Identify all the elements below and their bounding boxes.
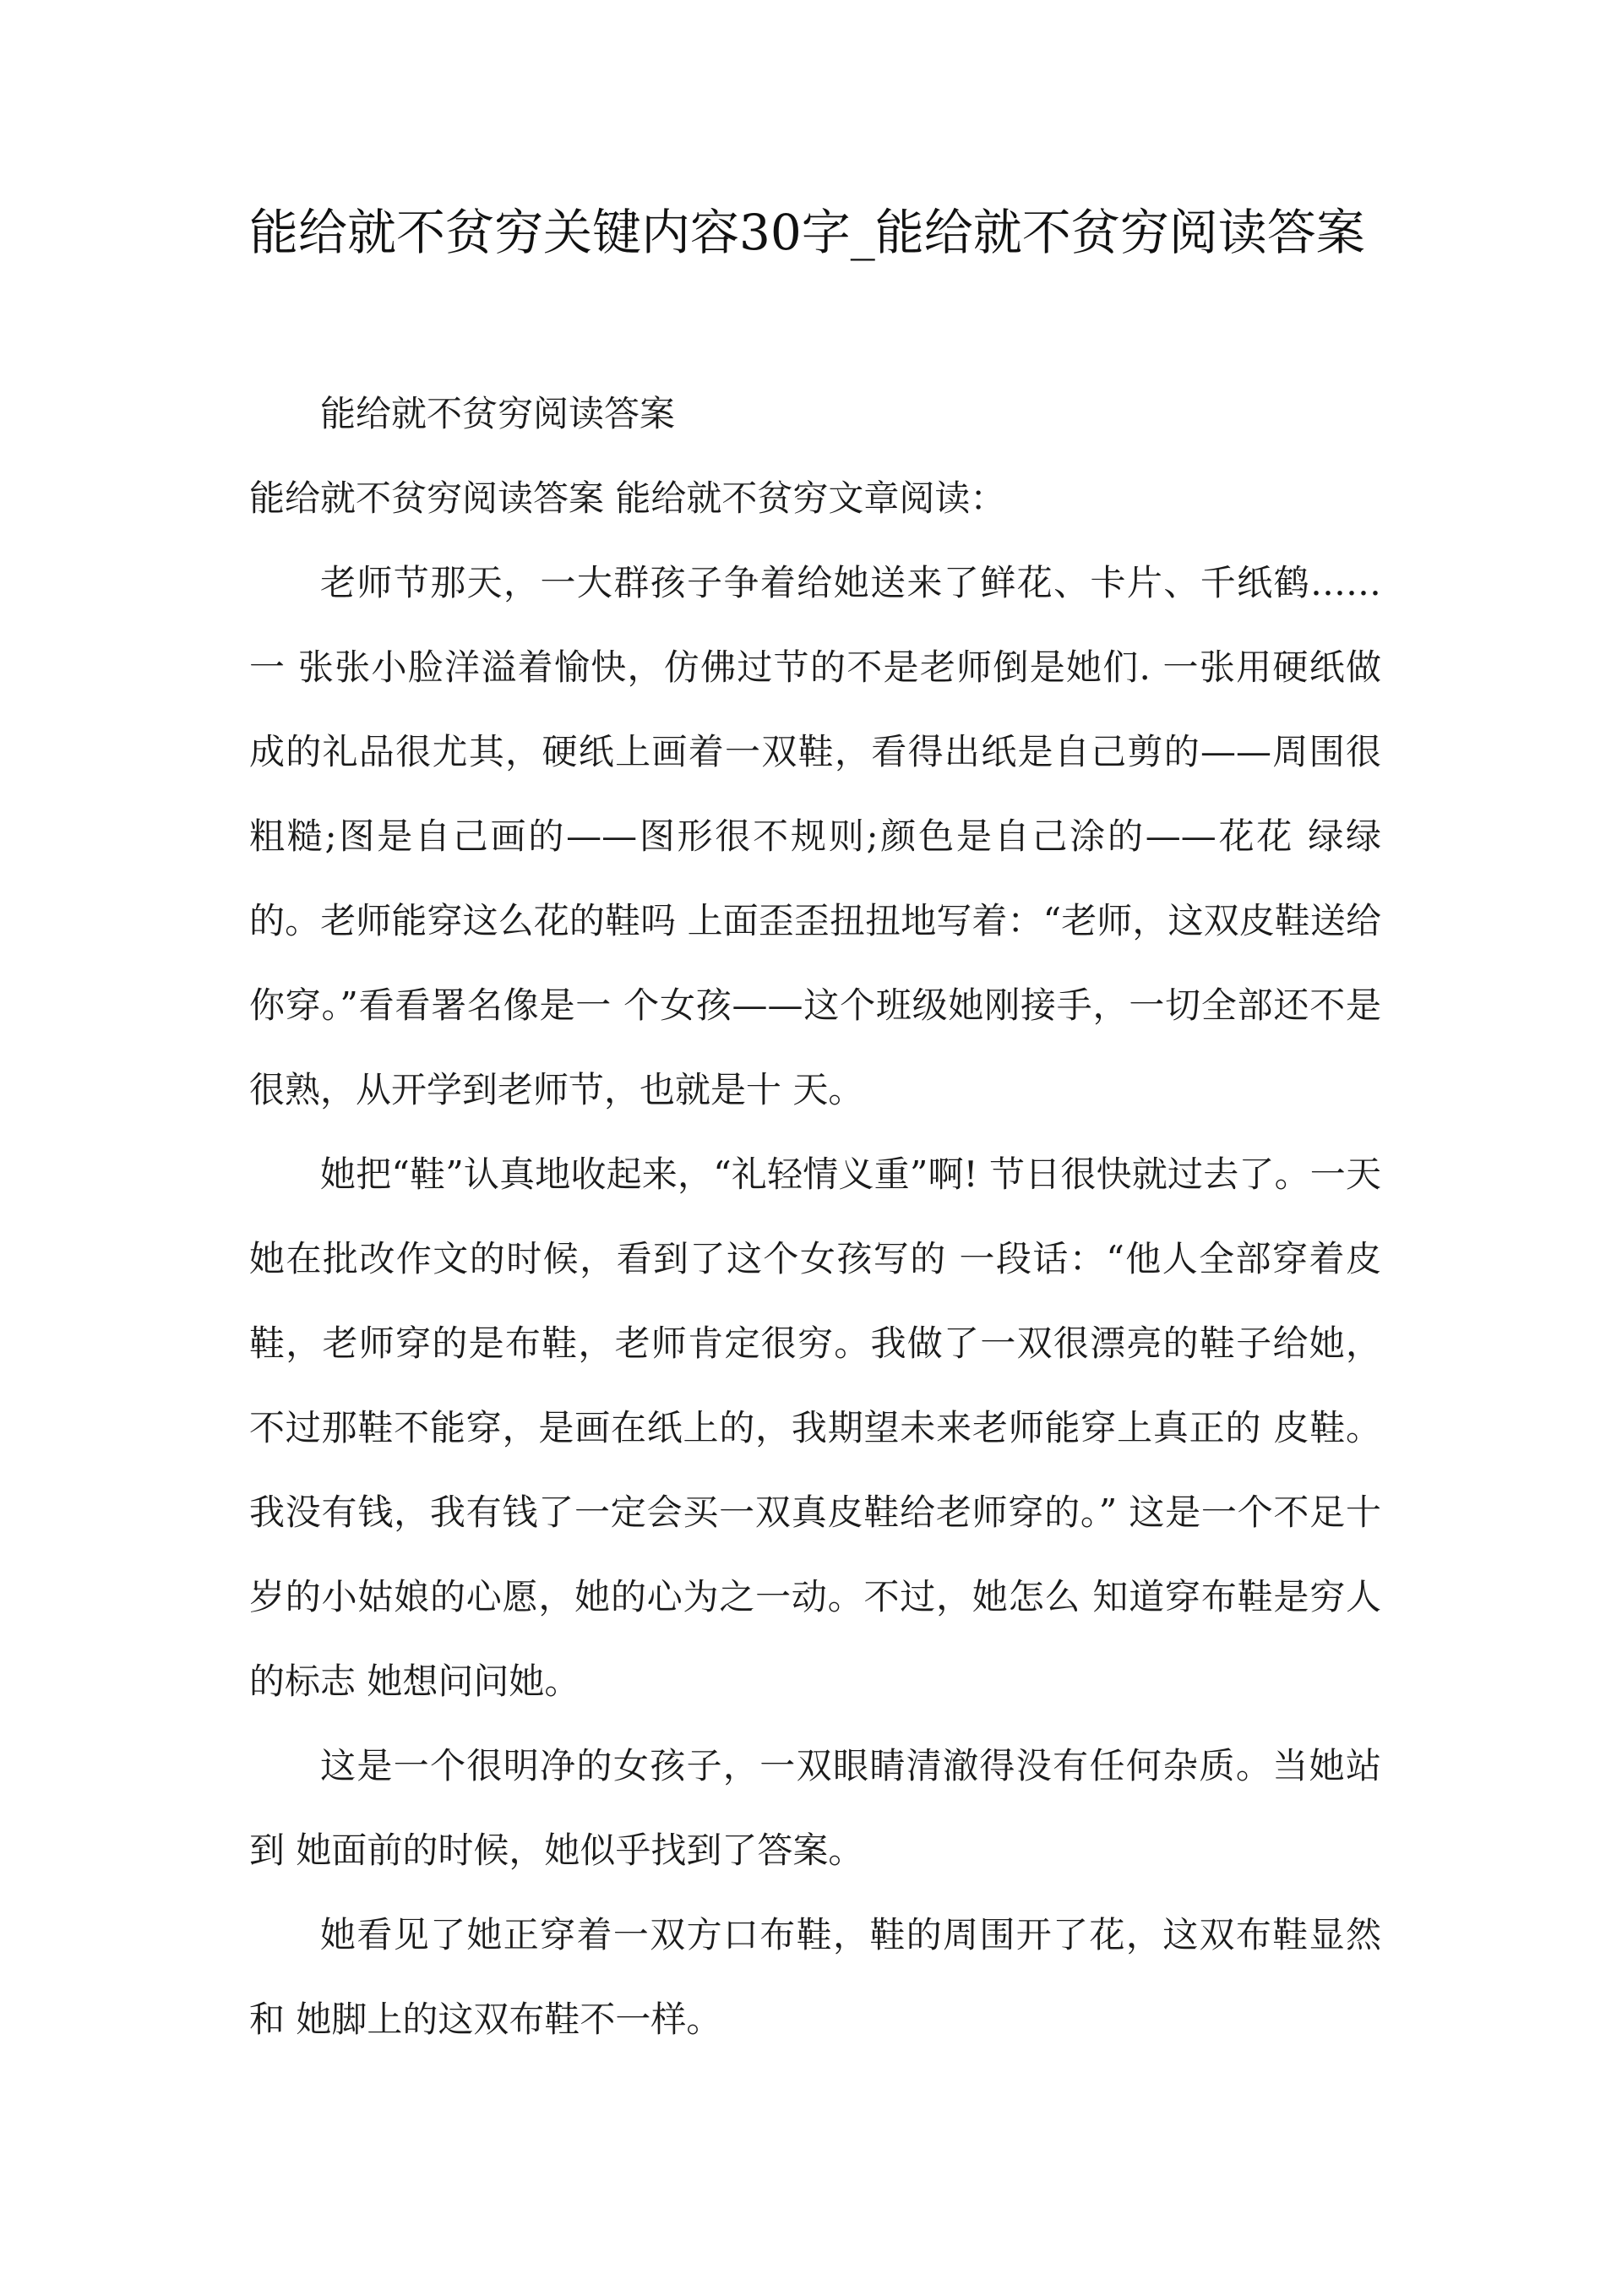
document-title: 能给就不贫穷关键内容30字_能给就不贫穷阅读答案: [249, 204, 1365, 261]
paragraph: 这是一个很明净的女孩子，一双眼睛清澈得没有任何杂质。当她站到 她面前的时候，她似乎找到了答案。: [249, 1745, 1381, 1871]
document-body: [249, 372, 1381, 2062]
document-subtitle: 能给就不贫穷阅读答案: [320, 393, 676, 434]
intro-line: 能给就不贫穷阅读答案 能给就不贫穷文章阅读：: [249, 477, 1006, 519]
paragraph: 她把“鞋”认真地收起来，“礼轻情义重”啊! 节日很快就过去了。一天她在批改作文的时候，看到了这个女孩写的 一段话：“他人全部穿着皮鞋，老师穿的是布鞋，老师肯定很穷。我做了一双很漂亮的鞋子给她，不过那鞋不能穿，是画在纸上的，我期望未来老师能穿上真正的 皮鞋。我没有钱，我有钱了一定会买一双真皮鞋给老师穿的。” 这是一个不足十岁的小姑娘的心愿，她的心为之一动。不过，她怎么 知道穿布鞋是穷人的标志 她想问问她。: [249, 1153, 1381, 1702]
paragraph: 她看见了她正穿着一双方口布鞋，鞋的周围开了花，这双布鞋显然和 她脚上的这双布鞋不一样。: [249, 1914, 1381, 2040]
paragraph: 老师节那天，一大群孩子争着给她送来了鲜花、卡片、千纸鹤……一 张张小脸洋溢着愉快，仿佛过节的不是老师倒是她们. 一张用硬纸做成的礼品很尤其，硬纸上画着一双鞋，看得出纸是自己剪的——周围很粗糙;图是自己画的——图形很不规则;颜色是自己涂的——花花 绿绿的。老师能穿这么花的鞋吗 上面歪歪扭扭地写着：“老师，这双皮鞋送给你穿。”看看署名像是一 个女孩——这个班级她刚接手，一切全部还不是很熟，从开学到老师节，也就是十 天。: [249, 562, 1381, 1110]
